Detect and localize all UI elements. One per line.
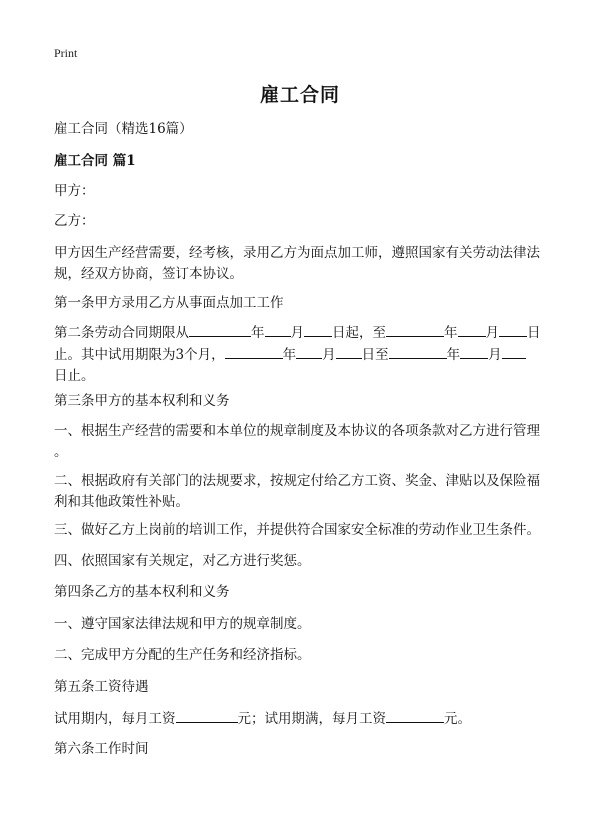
year-label: 年 (282, 347, 297, 363)
trial-start-year-blank (225, 344, 283, 359)
start-month-blank (265, 322, 291, 337)
article-5-wage (54, 708, 550, 730)
article-4-item-1: 一、遵守国家法律法规和甲方的规章制度。 (54, 616, 311, 632)
section-heading: 雇工合同 篇1 (54, 153, 136, 169)
article-2-line-1 (54, 322, 550, 344)
print-label[interactable]: Print (54, 46, 78, 60)
end-month-blank (458, 322, 486, 337)
document-subtitle: 雇工合同（精选16篇） (54, 121, 193, 137)
article-4-item-2: 二、完成甲方分配的生产任务和经济指标。 (54, 647, 311, 663)
end-year-blank (386, 322, 444, 337)
article-3-item-3: 三、做好乙方上岗前的培训工作，并提供符合国家安全标准的劳动作业卫生条件。 (54, 522, 540, 538)
month-label: 月 (485, 325, 499, 341)
intro-line-1: 甲方因生产经营需要，经考核，录用乙方为面点加工师，遵照国家有关劳动法律法 (54, 245, 540, 261)
month-label: 月 (488, 347, 502, 363)
wage-unit-text: 元。 (444, 711, 471, 727)
art2-text: 第二条劳动合同期限从 (54, 325, 189, 341)
article-3-item-2 (54, 471, 550, 513)
year-label: 年 (446, 347, 461, 363)
wage-regular-text: 元；试用期满，每月工资 (237, 711, 386, 727)
article-3-item-1-line-2: 。 (54, 444, 68, 460)
article-2 (54, 322, 550, 387)
party-b-line: 乙方： (54, 213, 95, 229)
day-from-label: 日起，至 (332, 325, 386, 341)
trial-wage-blank (176, 708, 238, 723)
trial-end-day-blank (502, 344, 526, 359)
year-label: 年 (444, 325, 458, 341)
article-3-title: 第三条甲方的基本权利和义务 (54, 393, 230, 409)
to-label: 日至 (361, 347, 389, 363)
day-end-label: 日 (527, 325, 541, 341)
trial-end-year-blank (389, 344, 447, 359)
trial-start-day-blank (336, 344, 362, 359)
start-day-blank (304, 322, 332, 337)
article-6-title: 第六条工作时间 (54, 741, 149, 757)
probation-text: 止。其中试用期限为3个月， (54, 347, 225, 363)
intro-line-2: 规，经双方协商，签订本协议。 (54, 266, 243, 282)
article-5-title: 第五条工资待遇 (54, 679, 149, 695)
article-2-line-2 (54, 344, 550, 366)
article-3-item-2-line-1: 二、根据政府有关部门的法规要求，按规定付给乙方工资、奖金、津贴以及保险福 (54, 473, 540, 489)
wage-trial-text: 试用期内，每月工资 (54, 711, 176, 727)
start-year-blank (189, 322, 251, 337)
article-1: 第一条甲方录用乙方从事面点加工工作 (54, 295, 284, 311)
article-3-item-2-line-2: 利和其他政策性补贴。 (54, 494, 189, 510)
month-label: 月 (290, 325, 304, 341)
regular-wage-blank (386, 708, 444, 723)
article-3-item-1-line-1: 一、根据生产经营的需要和本单位的规章制度及本协议的各项条款对乙方进行管理 (54, 423, 540, 439)
party-a-line: 甲方： (54, 183, 95, 199)
end-day-blank (499, 322, 527, 337)
month-label: 月 (322, 347, 336, 363)
document-title: 雇工合同 (259, 84, 340, 106)
article-2-line-3: 日止。 (54, 368, 95, 384)
trial-end-month-blank (460, 344, 488, 359)
article-3-item-1 (54, 421, 550, 463)
trial-start-month-blank (296, 344, 322, 359)
year-label: 年 (251, 325, 265, 341)
article-3-item-4: 四、依照国家有关规定，对乙方进行奖惩。 (54, 553, 311, 569)
article-4-title: 第四条乙方的基本权利和义务 (54, 584, 230, 600)
intro-paragraph (54, 243, 550, 285)
